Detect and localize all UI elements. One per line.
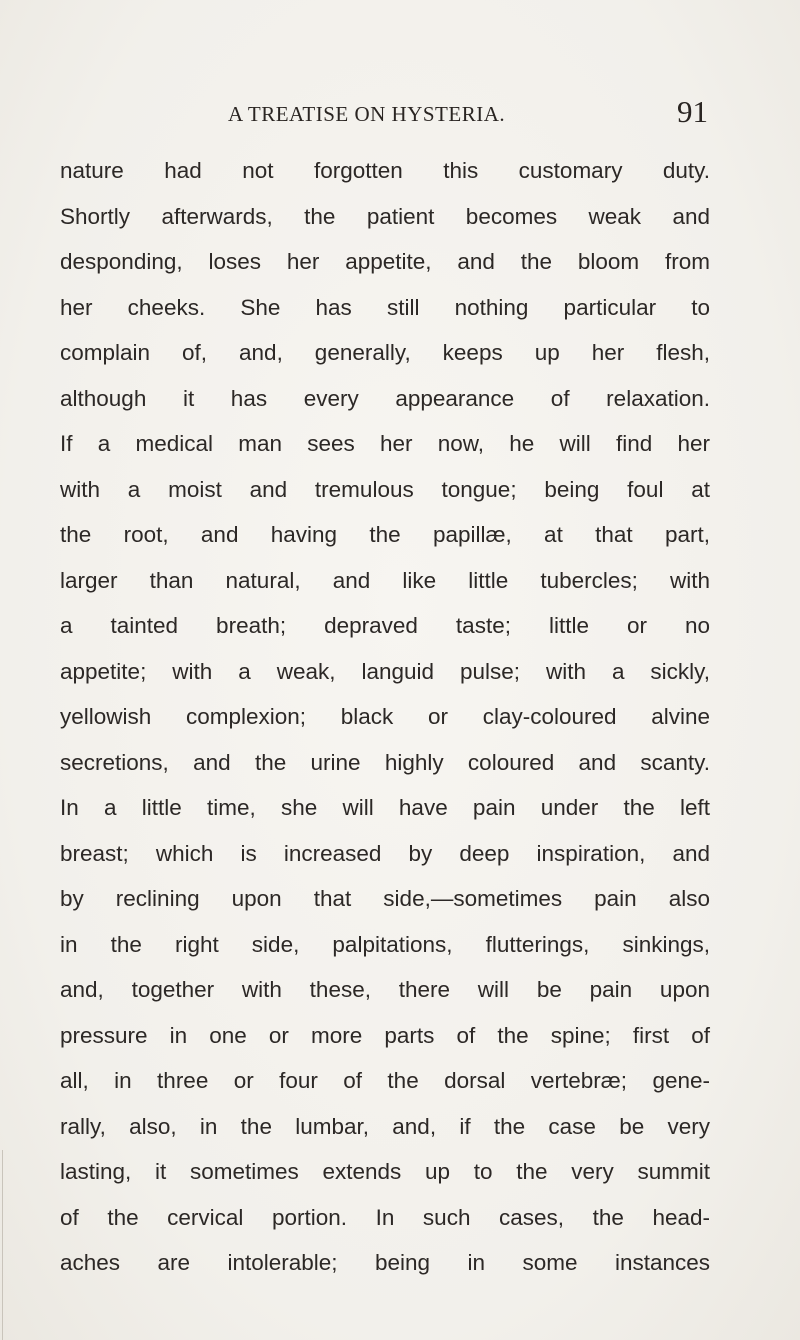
page-number: 91 [677,94,708,129]
text-line: Shortly afterwards, the patient becomes weak and [60,203,710,229]
running-title: A TREATISE ON HYSTERIA. [228,102,506,126]
text-line: of the cervical portion. In such cases, the head- [60,1204,710,1230]
running-head [0,92,800,132]
text-line: her cheeks. She has still nothing particular to [60,294,710,320]
text-line: lasting, it sometimes extends up to the very summit [60,1159,710,1184]
text-line: a tainted breath; depraved taste; little or no [60,613,710,638]
text-line: pressure in one or more parts of the spine; first of [60,1022,710,1048]
text-line: yellowish complexion; black or clay-coloured alvine [60,704,710,729]
text-line: all, in three or four of the dorsal vertebræ; gene- [60,1068,710,1093]
text-line: although it has every appearance of relaxation. [60,385,710,411]
text-line: with a moist and tremulous tongue; being foul at [60,476,710,502]
text-line: In a little time, she will have pain under the left [60,795,710,820]
text-line: the root, and having the papillæ, at that part, [60,522,710,547]
text-line: nature had not forgotten this customary duty. [60,158,710,183]
text-line: complain of, and, generally, keeps up her flesh, [60,340,710,365]
body-text [60,148,710,1286]
text-line: larger than natural, and like little tubercles; with [60,567,710,593]
text-line: breast; which is increased by deep inspiration, and [60,840,710,866]
page-edge-shadow [2,1150,3,1340]
text-line: rally, also, in the lumbar, and, if the case be very [60,1113,710,1139]
text-line: secretions, and the urine highly coloured and scanty. [60,749,710,775]
text-line: appetite; with a weak, languid pulse; with a sickly, [60,658,710,684]
text-line: desponding, loses her appetite, and the bloom from [60,249,710,274]
text-line: by reclining upon that side,—sometimes pain also [60,886,710,911]
text-line: in the right side, palpitations, flutterings, sinkings, [60,931,710,957]
text-line: and, together with these, there will be pain upon [60,977,710,1002]
text-line: If a medical man sees her now, he will find her [60,431,710,456]
text-line: aches are intolerable; being in some instances [60,1250,710,1275]
